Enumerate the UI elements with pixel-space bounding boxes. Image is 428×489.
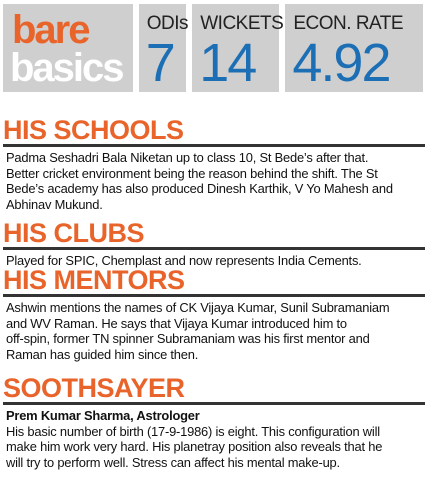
section-heading: SOOTHSAYER: [3, 374, 425, 405]
body-line: will try to perform well. Stress can affect his mental make-up.: [6, 454, 340, 470]
stats-header: [3, 4, 423, 94]
section-mentors: [3, 266, 425, 362]
stat-value: 14: [199, 33, 256, 93]
section-byline: Prem Kumar Sharma, Astrologer: [6, 408, 200, 423]
stat-value: 4.92: [292, 33, 390, 93]
body-line: Abhinav Mukund.: [6, 196, 103, 212]
body-line: Better cricket environment being the reason behind the shift. The St: [6, 165, 378, 181]
section-heading: HIS CLUBS: [3, 219, 425, 250]
body-line: Padma Seshadri Bala Niketan up to class 10, St Bede’s after that.: [6, 150, 369, 165]
stat-label: ECON. RATE: [293, 13, 404, 34]
bare-basics-logo: [3, 4, 133, 92]
stat-value: 7: [145, 33, 174, 93]
logo-word-basics: basics: [10, 46, 123, 90]
section-heading: HIS MENTORS: [3, 266, 425, 297]
logo-word-bare: bare: [12, 8, 89, 52]
body-line: and WV Raman. He says that Vijaya Kumar introduced him to: [6, 315, 347, 331]
stat-econ-rate: [285, 4, 423, 92]
body-line: Played for SPIC, Chemplast and now represents India Cements.: [6, 253, 362, 268]
section-schools: [3, 116, 425, 212]
body-line: His basic number of birth (17-9-1986) is eight. This configuration will: [6, 423, 380, 439]
body-line: off-spin, former TN spinner Subramaniam was his first mentor and: [6, 331, 370, 347]
body-line: Raman has guided him since then.: [6, 346, 199, 362]
stat-label: WICKETS: [200, 13, 284, 34]
stat-label: ODIs: [146, 13, 188, 34]
body-line: Ashwin mentions the names of CK Vijaya Kumar, Sunil Subramaniam: [6, 300, 390, 315]
stat-odis: [139, 4, 187, 92]
section-soothsayer: [3, 374, 425, 470]
section-body: [6, 424, 425, 471]
section-body: [6, 300, 425, 362]
section-heading: HIS SCHOOLS: [3, 116, 425, 147]
body-line: Bede’s academy has also produced Dinesh Karthik, V Yo Mahesh and: [6, 181, 393, 197]
body-line: make him work very hard. His planetray position also reveals that he: [6, 439, 383, 455]
section-body: [6, 150, 425, 212]
section-clubs: [3, 219, 425, 269]
stat-wickets: [192, 4, 284, 93]
